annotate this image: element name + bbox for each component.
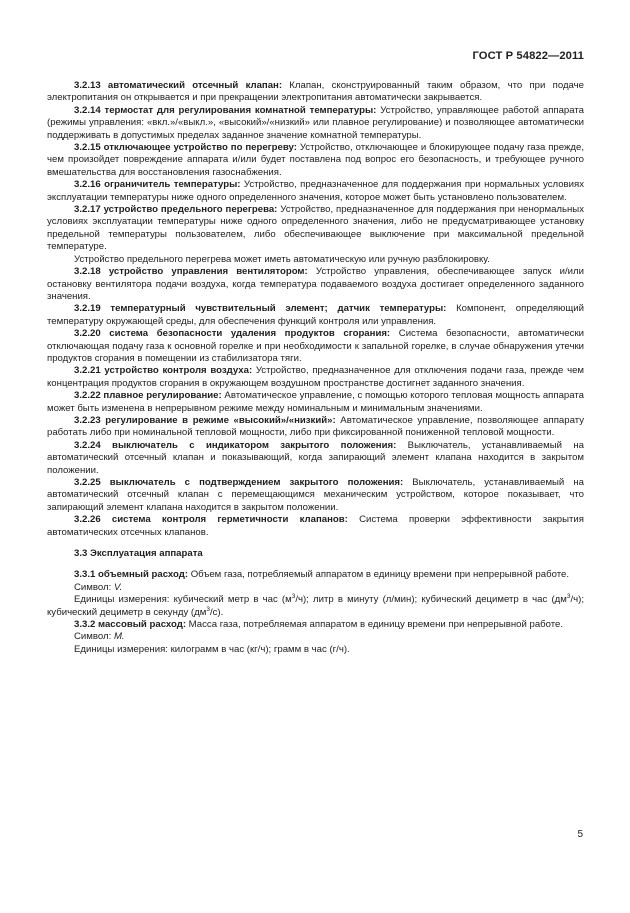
units-text: /ч); кубический дециметр в секунду (дм: [47, 594, 584, 618]
standard-header: ГОСТ Р 54822—2011: [472, 50, 584, 62]
definition-text: Устройство, предназначенное для поддержания при нормальных условиях эксплуатации температуры ниже одного определенного значения, которое может быть установлено пользователем.: [47, 179, 585, 203]
term: 3.2.24 выключатель с индикатором закрытого положения:: [74, 439, 397, 451]
definition-text: Cистема проверки эффективности закрытия автоматических отсечных клапанов.: [47, 514, 584, 538]
paragraph: [47, 179, 584, 204]
paragraph: [47, 266, 584, 303]
definition-text: Объем газа, потребляемый аппаратом в единицу времени при непрерывной работе.: [188, 569, 570, 581]
term: 3.2.16 ограничитель температуры:: [74, 179, 241, 191]
paragraph: [47, 415, 584, 440]
symbol-label: Символ:: [74, 631, 114, 643]
units-text: /с).: [209, 606, 224, 618]
superscript: 3: [291, 593, 296, 601]
paragraph: [47, 514, 584, 539]
section-title: 3.3 Эксплуатация аппарата: [74, 548, 203, 560]
paragraph: [47, 80, 584, 105]
definition-text: Устройство, отключающее и блокирующее подачу газа прежде, чем произойдет повреждение аппарата и/или будет поставлена под вопрос его безопасность, и требующее ручного вмешательства для восстановления газоснабжения.: [47, 142, 585, 178]
definition-text: Автоматическое управление, позволяющее аппарату работать либо при номинальной тепловой мощности, либо при фиксированной пониженной тепловой мощности.: [47, 414, 584, 439]
term: 3.2.23 регулирование в режиме «высокий»/«низкий»:: [74, 414, 336, 426]
symbol-line: [47, 631, 584, 643]
term: 3.2.13 автоматический отсечный клапан:: [74, 80, 283, 91]
definition-text: Устройство предельного перегрева может иметь автоматическую или ручную разблокировку.: [74, 253, 490, 265]
term: 3.2.17 устройство предельного перегрева:: [74, 204, 278, 216]
paragraph: [47, 569, 584, 581]
term: 3.2.26 система контроля герметичности клапанов:: [74, 514, 348, 526]
definition-text: Масса газа, потребляемая аппаратом в единицу времени при непрерывной работе.: [186, 619, 564, 631]
units-text: /ч); литр в минуту (л/мин); кубический дециметр в час (дм: [295, 594, 567, 606]
term: 3.2.15 отключающее устройство по перегреву:: [74, 142, 297, 154]
symbol-value: M.: [113, 631, 125, 643]
units-text: Единицы измерения: килограмм в час (кг/ч); грамм в час (г/ч).: [74, 643, 350, 655]
definition-text: Выключатель, устанавливаемый на автоматический отсечный клапан с перемещающимся механическим устройством, которое показывает, что запирающий элемент клапана находится в закрытом положении.: [47, 477, 584, 513]
symbol-value: V.: [113, 581, 123, 593]
term: 3.2.14 термостат для регулирования комнатной температуры:: [74, 104, 377, 116]
paragraph: [47, 254, 584, 266]
section-heading: [47, 548, 584, 560]
term: 3.2.21 устройство контроля воздуха:: [74, 365, 253, 377]
page-number: 5: [577, 829, 583, 840]
paragraph: [47, 365, 584, 390]
term: 3.3.1 объемный расход:: [74, 569, 189, 581]
paragraph: [47, 204, 584, 254]
paragraph: [47, 303, 584, 328]
paragraph: [47, 105, 584, 142]
superscript: 3: [566, 593, 571, 601]
paragraph: [47, 142, 584, 179]
units-line: [47, 644, 584, 656]
definition-text: Устройство, предназначенное для отключения подачи газа, прежде чем концентрация продуктов сгорания в окружающем воздушном пространстве достигнет заданного значения.: [47, 365, 584, 389]
document-body: [47, 80, 584, 656]
definition-text: Компонент, определяющий температуру окружающей среды, для обеспечения функций контроля или управления.: [47, 303, 584, 327]
symbol-label: Символ:: [74, 581, 114, 593]
paragraph: [47, 328, 584, 365]
units-text: Единицы измерения: кубический метр в час (м: [74, 594, 292, 606]
term: 3.2.20 система безопасности удаления продуктов сгорания:: [74, 328, 391, 340]
term: 3.3.2 массовый расход:: [74, 619, 187, 631]
term: 3.2.19 температурный чувствительный элемент; датчик температуры:: [74, 303, 447, 315]
paragraph: [47, 440, 584, 477]
definition-text: Система безопасности, автоматически отключающая подачу газа к основной горелке и при необходимости к запальной горелке, в случае обнаружения утечки продуктов сгорания в помещении из стабилизатора тяги.: [47, 328, 584, 364]
definition-text: Устройство, предназначенное для поддержания при ненормальных условиях эксплуатации температуры ниже одного определенного значения, либо не предусматривающее установку предельной температуры пользователем, либо обеспечивающее выключение при максимальной предельной температуре.: [47, 204, 584, 253]
definition-text: Выключатель, устанавливаемый на автоматический отсечный клапан и показывающий, когда запирающий элемент клапана находится в закрытом положении.: [47, 439, 585, 476]
definition-text: Клапан, сконструированный таким образом, что при подаче электропитания он открывается и при прекращении электропитания автоматически закрывается.: [47, 80, 584, 104]
term: 3.2.25 выключатель с подтверждением закрытого положения:: [74, 477, 404, 488]
paragraph: [47, 390, 584, 415]
term: 3.2.18 устройство управления вентилятором:: [74, 266, 308, 278]
superscript: 3: [206, 605, 210, 613]
definition-text: Автоматическое управление, с помощью которого тепловая мощность аппарата может быть изменена в непрерывном режиме между номинальным и минимальным значениями.: [47, 390, 584, 414]
definition-text: Устройство управления, обеспечивающее запуск и/или остановку вентилятора подачи воздуха, когда температура подаваемого воздуха достигает определенного заданного значения.: [47, 266, 584, 302]
units-line: [47, 594, 584, 619]
term: 3.2.22 плавное регулирование:: [74, 390, 222, 402]
definition-text: Устройство, управляющее работой аппарата (режимы управления: «вкл.»/«выкл.», «высокий»/«низкий» или плавное регулирование) и позволяющее автоматически поддерживать в допустимых пределах заданное значение комнатной температуры.: [47, 104, 584, 141]
paragraph: [47, 477, 584, 514]
symbol-line: [47, 582, 584, 594]
paragraph: [47, 619, 584, 631]
